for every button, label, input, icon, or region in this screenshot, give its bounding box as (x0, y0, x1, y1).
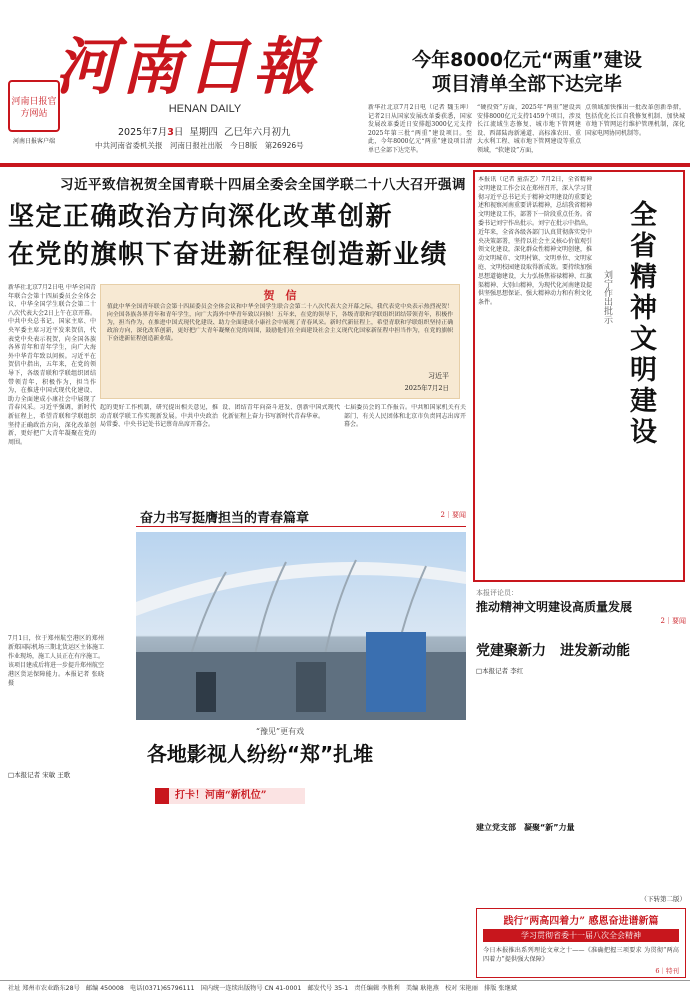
feature-rule (136, 526, 466, 527)
letter-title: 贺 信 (263, 289, 297, 302)
website-seal: 河南日报官方网站 (8, 80, 60, 132)
banner-line2: 学习贯彻省委十一届八次全会精神 (483, 929, 679, 942)
lead-body-col4: 七届委员会的工作报告。中共和国家机关有关部门、有关人民团体和北京市负责同志出席开幕会。 (344, 404, 466, 429)
top-story-col2: “硬投资”方面，2025年“两重”建设共安排8000亿元支持1459个项目，涉及长江流域生态修复、城市地下管网建设、西部陆海新通道、高标准农田、重大水利工程、城市地下管网建设等重点领域，“软建设”方面， (477, 104, 581, 154)
feature-jump: 2｜要闻 (440, 511, 466, 519)
theory-banner (476, 908, 686, 978)
review-label: 本报评论员： (476, 589, 518, 597)
party-byline: □本报记者 李红 (476, 667, 524, 675)
lunar-date: 乙巳年六月初九 (223, 127, 291, 138)
lead-headline (8, 198, 468, 276)
photo-caption: 7月1日，位于郑州航空港区的郑州新郑国际机场三期北货运区主体施工作业现场，施工人员正在有序施工。该项目建成后将进一步提升郑州航空港区货运保障能力。本报记者 张晓 摄 (8, 635, 104, 687)
lead-kicker: 习近平致信祝贺全国青联十四届全委会全国学联二十八大召开强调 (60, 177, 466, 191)
top-story-col3: 点领域加快推出一批改革创新举措，包括优化长江自我修复机制、加快城市地下管网运行维护管理机制，深化国家电网协同机制等。 (585, 104, 685, 137)
airport-construction-photo (136, 532, 466, 720)
party-headline: 党建聚新力 进发新动能 (476, 643, 630, 659)
checkin-title: 打卡！河南“新机位” (175, 790, 267, 801)
review-headline: 推动精神文明建设高质量发展 (476, 600, 633, 614)
top-story-title-line1: 今年8000亿元“两重”建设 (412, 49, 642, 71)
publisher-line: 中共河南省委机关报 河南日报社出版 今日8版 第26926号 (95, 141, 304, 150)
lead-body-col3: 设、团结青年向奋斗进发、创新中国式现代化新征程上奋力书写新时代青春华章。 (222, 404, 340, 420)
right-feature-body: 本报讯（记者 童浩艺）7月2日，全省精神文明建设工作会议在郑州召开，深入学习贯彻习近平总书记关于精神文明建设的重要论述和视察河南重要讲话精神，总结我省精神文明建设工作，部署下一阶段重点任务。省委书记刘宁作出批示。刘宁在批示中指出，近年来，全省各级各部门认真贯彻落实党中央决策部署，坚持以社会主义核心价值观引领文化建设，深化群众性精神文明创建，推动文明城市、文明村镇、文明单位、文明家庭、文明校园建设取得新成效。要持续加强思想道德建设，大力弘扬焦裕禄精神、红旗渠精神、大别山精神，为现代化河南建设提供坚强思想保证、强大精神动力和有利文化条件。 (478, 176, 592, 307)
top-story-headline (368, 48, 686, 100)
culture-kicker: “豫见”更有戏 (255, 727, 305, 736)
letter-signature: 习近平 (428, 372, 449, 380)
culture-byline: □本报记者 宋敏 王歌 (8, 771, 71, 779)
review-jump: 2｜要闻 (660, 617, 686, 625)
checkin-banner (155, 788, 305, 804)
party-jump: （下转第二版） (640, 895, 686, 903)
lead-body-col2: 起的更好工作机制，研究提出相关意见，推动青联学联工作实现新发展。中共中央政治局常委、中央书记处书记蔡奇出席开幕会。 (100, 404, 218, 429)
date-day: 3 (167, 127, 174, 138)
qr-label: 河南日报客户端 (12, 138, 55, 145)
weekday: 星期四 (189, 127, 218, 138)
masthead-title: 河南日報 (55, 32, 320, 102)
top-story-col1: 新华社北京7月2日电（记者 魏玉坤）记者2日从国家发展改革委获悉，国家发展改革委近日安排超3000亿元支持2025年第三批“两重”建设项目。至此，今年8000亿元“两重”建设项目清单已全部下达完毕。 (368, 104, 472, 154)
lead-body-col1: 新华社北京7月2日电 中华全国青年联合会第十四届委员会全体会议、中华全国学生联合会第二十八次代表大会2日上午在京开幕。中共中央总书记、国家主席、中央军委主席习近平发来贺信，代表党中央表示祝贺，向全国各族各界青年和青年学生，向广大海外中华青年致以问候。习近平在贺信中指出，五年来，在党的领导下，各级青联和学联组织团结带领青年，积极作为，担当作为，在推进中国式现代化建设、助力全面建成小康社会中展现了青春风采。习近平强调，新时代新征程上，希望青联和学联组织坚持正确政治方向，深化改革创新，更好把广大青年凝聚在党的周围。 (8, 284, 96, 446)
lead-headline-line2: 在党的旗帜下奋进新征程创造新业绩 (8, 240, 449, 270)
culture-headline: 各地影视人纷纷“郑”扎堆 (146, 742, 374, 766)
letter-date: 2025年7月2日 (404, 384, 449, 392)
footer-rule (0, 980, 690, 981)
top-story-title-line2: 项目清单全部下达完毕 (431, 73, 622, 95)
feature-headline: 奋力书写挺膺担当的青春篇章 (140, 511, 310, 525)
banner-jump: 6｜特刊 (655, 967, 679, 975)
congratulatory-letter (100, 284, 460, 399)
culture-text-col1 (8, 784, 148, 974)
letter-body: 值此中华全国青年联合会第十四届委员会全体会议和中华全国学生联合会第二十八次代表大会开幕之际，我代表党中央表示热烈祝贺！向全国各族各界青年和青年学生，向广大海外中华青年致以问候！五年来，在党的领导下，各级青联和学联组织团结带领青年，积极作为，担当作为，在推进中国式现代化建设、助力全面建成小康社会中展现了青春风采。新时代新征程上，希望青联和学联组织坚持正确政治方向，深化改革创新，更好把广大青年凝聚在党的周围，鼓励他们在全面建设社会主义现代化国家新征程中担当作为，在党的旗帜下奋进新征程创造新业绩。 (107, 304, 453, 342)
header-rule (0, 163, 690, 167)
banner-line3: 今日本报推出系列理论文章之十——《准确把握三项要求 为贯彻“两高四着力”提供强大保障》 (483, 947, 679, 963)
footer-info: 社址 郑州市农业路东28号 邮编 450008 电话(0371)65796111 国内统一连续出版物号 CN 41-0001 邮发代号 35-1 责任编辑 李胜利 美编 耿艳燕 校对 宋艳丽 排版 张继斌 (8, 985, 517, 992)
dateline (118, 124, 358, 138)
party-subhead: 建立党支部 凝聚“新”力量 (476, 823, 575, 832)
party-text-col1 (476, 680, 578, 820)
date-suffix: 日 (173, 127, 184, 138)
date-prefix: 2025年7月 (118, 127, 168, 138)
airport-photo-illustration (136, 532, 466, 720)
right-feature-headline: 全省精神文明建设 (625, 200, 656, 448)
banner-line1: 践行“两高四着力” 感恩奋进谱新篇 (503, 916, 659, 927)
lead-headline-line1: 坚定正确政治方向深化改革创新 (8, 202, 394, 232)
masthead-english: HENAN DAILY (168, 103, 242, 115)
right-feature-credit: 刘宁作出批示 (602, 270, 612, 324)
